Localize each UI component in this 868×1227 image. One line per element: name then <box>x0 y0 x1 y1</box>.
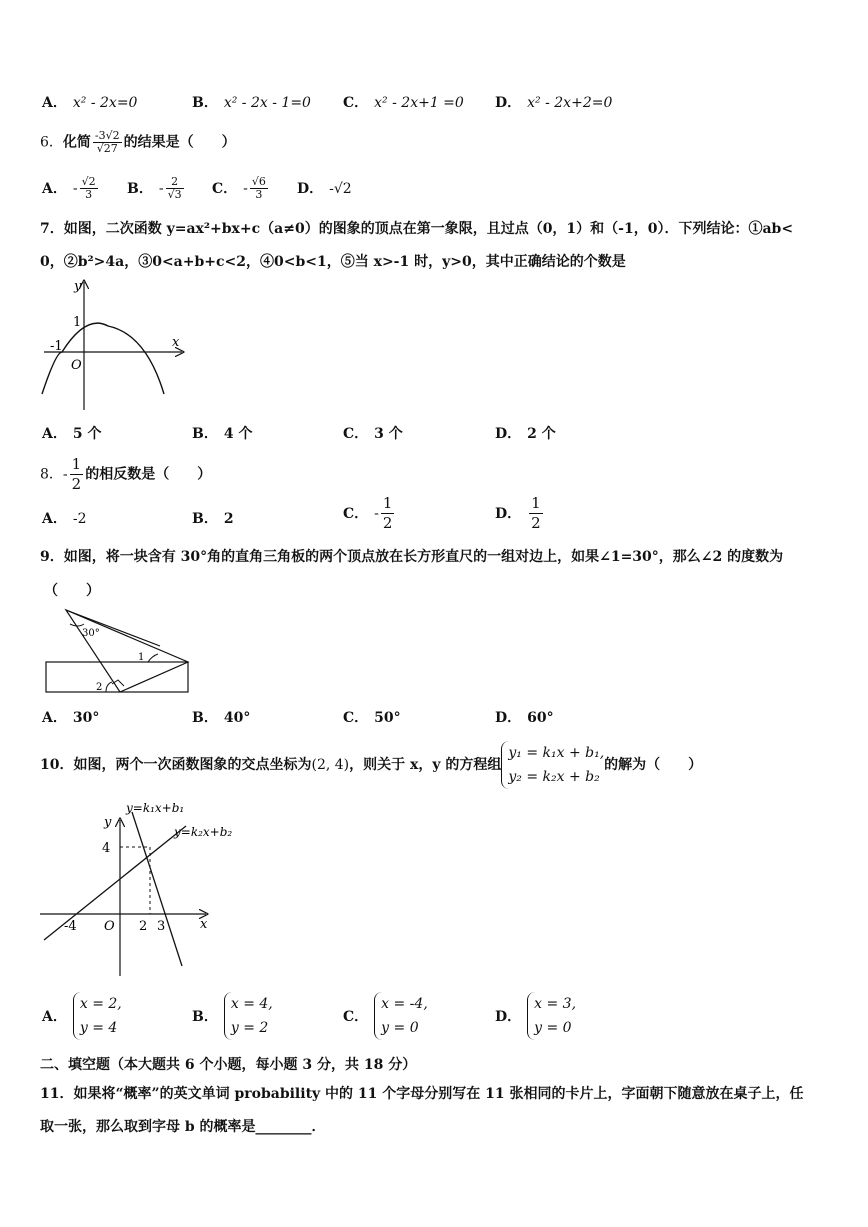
section2-heading: 二、填空题（本大题共 6 个小题，每小题 3 分，共 18 分） <box>40 1057 417 1073</box>
q10-four-label: 4 <box>102 841 111 856</box>
q10-three-label: 3 <box>157 919 166 934</box>
q9-option-d: D． 60° <box>495 710 554 726</box>
q10-neg-four-label: -4 <box>64 919 77 934</box>
q6-option-b: B． - $\frac{2}{√3}$ <box>127 175 182 201</box>
q6-option-a: A． - $\frac{√2}{3}$ <box>42 175 96 201</box>
parabola-curve <box>42 323 164 394</box>
q9-stem-line1: 9．如图，将一块含有 30°角的直角三角板的两个顶点放在长方形直尺的一组对边上，如果∠1=30°，那么∠2 的度数为 <box>40 549 784 565</box>
q6-option-c: C． - $\frac{√6}{3}$ <box>212 175 266 201</box>
q7-origin-label: O <box>71 358 82 373</box>
q7-one-label: 1 <box>73 315 82 330</box>
q7-x-label: x <box>172 335 180 350</box>
q10-line2-label: y=k₂x+b₂ <box>174 825 233 839</box>
q10-line1-label: y=k₁x+b₁ <box>126 801 185 815</box>
q8-option-c: C． - $\frac{1}{2}$ <box>343 494 393 532</box>
q7-option-d: D． 2 个 <box>495 426 556 442</box>
q10-option-b: B． x = 4, y = 2 <box>192 992 273 1040</box>
q5-option-d: D． x² - 2x+2=0 <box>495 95 613 111</box>
q9-stem-line2: （ ） <box>44 583 100 599</box>
q7-y-label: y <box>74 279 82 294</box>
q9-option-b: B． 40° <box>192 710 251 726</box>
q7-option-c: C． 3 个 <box>343 426 403 442</box>
q6-option-d: D． -√2 <box>297 181 352 197</box>
q10-option-c: C． x = -4, y = 0 <box>343 992 428 1040</box>
q10-option-a: A． x = 2, y = 4 <box>42 992 122 1040</box>
q5-option-a: A． x² - 2x=0 <box>42 95 138 111</box>
q7-option-a: A． 5 个 <box>42 426 102 442</box>
q9-angle2-label: 2 <box>96 682 103 693</box>
q6-stem: 6．化简 $\frac{-3√2}{√27}$ 的结果是（ ） <box>40 129 236 155</box>
q9-option-a: A． 30° <box>42 710 100 726</box>
q10-two-label: 2 <box>139 919 148 934</box>
q8-option-b: B． 2 <box>192 511 234 527</box>
q8-stem: 8．- $\frac{1}{2}$ 的相反数是（ ） <box>40 455 212 493</box>
q9-angle30-label: 30° <box>82 628 100 639</box>
q7-option-b: B． 4 个 <box>192 426 253 442</box>
q7-parabola-graph <box>36 274 196 414</box>
q10-option-d: D． x = 3, y = 0 <box>495 992 576 1040</box>
q10-linear-functions-graph <box>36 796 256 980</box>
triangle-plate <box>66 610 188 692</box>
q8-option-a: A． -2 <box>42 511 87 527</box>
q10-system: y₁ = k₁x + b₁, y₂ = k₂x + b₂ <box>501 741 604 789</box>
q11-stem-line1: 11．如果将“概率”的英文单词 probability 中的 11 个字母分别写在 11 张相同的卡片上，字面朝下随意放在桌子上，任 <box>40 1086 804 1102</box>
q5-option-b: B． x² - 2x - 1=0 <box>192 95 311 111</box>
q10-x-label: x <box>200 917 208 932</box>
q9-angle1-label: 1 <box>138 652 145 663</box>
q7-stem-line1: 7．如图，二次函数 y=ax²+bx+c（a≠0）的图象的顶点在第一象限，且过点（0，1）和（-1，0）．下列结论：①ab< <box>40 221 794 237</box>
q7-stem-line2: 0，②b²>4a，③0<a+b+c<2，④0<b<1，⑤当 x>-1 时，y>0，其中正确结论的个数是 <box>40 254 626 270</box>
q5-option-c: C． x² - 2x+1 =0 <box>343 95 464 111</box>
q10-y-label: y <box>104 815 112 830</box>
q9-option-c: C． 50° <box>343 710 401 726</box>
q8-option-d: D． $\frac{1}{2}$ <box>495 494 541 532</box>
q10-origin-label: O <box>104 919 115 934</box>
q11-stem-line2: 取一张，那么取到字母 b 的概率是________． <box>40 1119 326 1135</box>
q10-stem: 10．如图，两个一次函数图象的交点坐标为(2, 4)，则关于 x，y 的方程组 y₁ = k₁x + b₁, y₂ = k₂x + b₂ 的解为（ ） <box>40 741 702 789</box>
q7-neg-one-label: -1 <box>50 339 63 354</box>
q9-triangle-ruler-figure <box>40 602 200 702</box>
